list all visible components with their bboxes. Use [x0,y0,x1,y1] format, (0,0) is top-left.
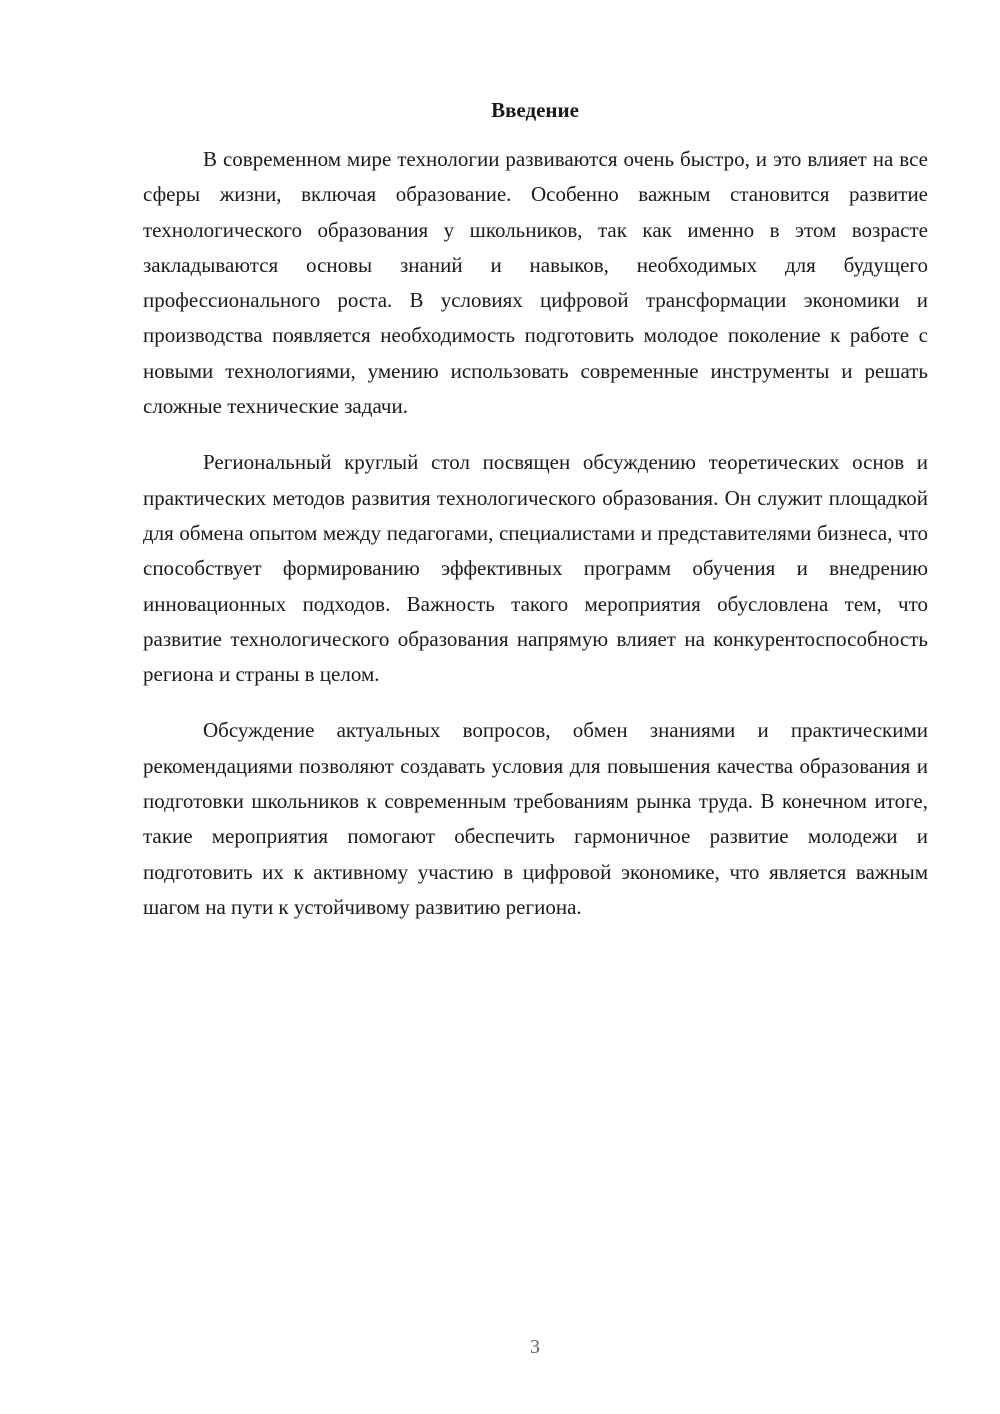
paragraph-1: В современном мире технологии развиваются очень быстро, и это влияет на все сферы жизни, включая образование. Особенно важным становится развитие технологического образования у школьников, так как именно в этом возрасте закладываются основы знаний и навыков, необходимых для будущего профессионального роста. В условиях цифровой трансформации экономики и производства появляется необходимость подготовить молодое поколение к работе с новыми технологиями, умению использовать современные инструменты и решать сложные технические задачи. [143,147,928,419]
paragraph-2: Региональный круглый стол посвящен обсуждению теоретических основ и практических методов развития технологического образования. Он служит площадкой для обмена опытом между педагогами, специалистами и представителями бизнеса, что способствует формированию эффективных программ обучения и внедрению инновационных подходов. Важность такого мероприятия обусловлена тем, что развитие технологического образования напрямую влияет на конкурентоспособность региона и страны в целом. [143,450,928,687]
page-number: 3 [530,1336,540,1358]
section-title: Введение [491,98,579,122]
paragraph-3: Обсуждение актуальных вопросов, обмен знаниями и практическими рекомендациями позволяют создавать условия для повышения качества образования и подготовки школьников к современным требованиям рынка труда. В конечном итоге, такие мероприятия помогают обеспечить гармоничное развитие молодежи и подготовить их к активному участию в цифровой экономике, что является важным шагом на пути к устойчивому развитию региона. [143,718,928,919]
body-text [143,142,928,925]
